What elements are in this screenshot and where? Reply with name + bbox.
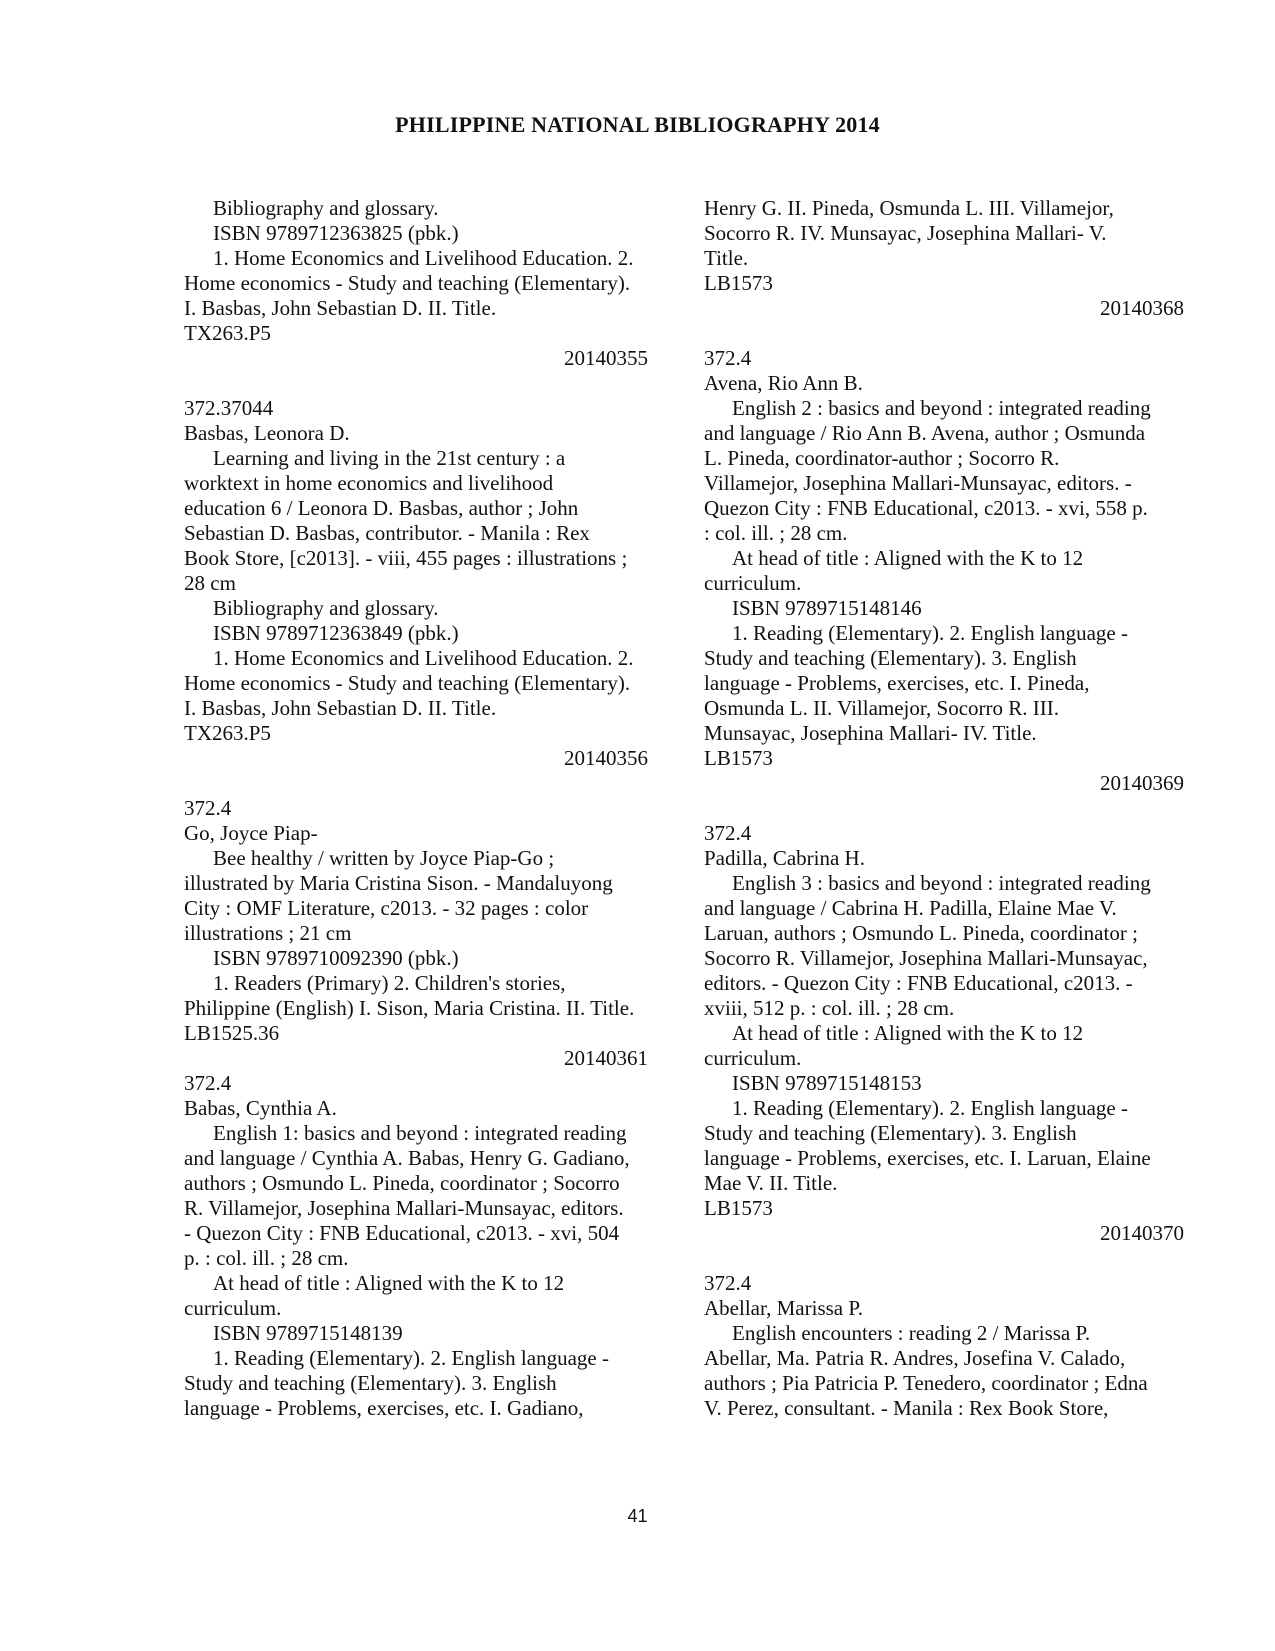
entry-line: editors. - Quezon City : FNB Educational, c2013. - bbox=[704, 971, 1133, 995]
left-column bbox=[184, 196, 652, 1421]
entry-spacer bbox=[704, 1246, 1188, 1271]
entry-line: V. Perez, consultant. - Manila : Rex Book Store, bbox=[704, 1396, 1109, 1420]
entry-line: Socorro R. Villamejor, Josephina Mallari-Munsayac, bbox=[704, 946, 1148, 970]
entry-line: R. Villamejor, Josephina Mallari-Munsayac, editors. bbox=[184, 1196, 624, 1220]
entry-line: curriculum. bbox=[184, 1296, 282, 1320]
entry-line: L. Pineda, coordinator-author ; Socorro R. bbox=[704, 446, 1060, 470]
entry-line: - Quezon City : FNB Educational, c2013. - xvi, 504 bbox=[184, 1221, 620, 1245]
entry-line: 372.4 bbox=[704, 1271, 752, 1295]
accession-number: 20140361 bbox=[564, 1046, 648, 1070]
entry-spacer bbox=[184, 371, 652, 396]
entry-line: and language / Rio Ann B. Avena, author ; Osmunda bbox=[704, 421, 1146, 445]
entry-line: education 6 / Leonora D. Basbas, author ; John bbox=[184, 496, 579, 520]
entry-line: Title. bbox=[704, 246, 749, 270]
entry-line: Henry G. II. Pineda, Osmunda L. III. Villamejor, bbox=[704, 196, 1114, 220]
entry-spacer bbox=[704, 321, 1188, 346]
accession-number: 20140356 bbox=[564, 746, 648, 770]
entry-line: Abellar, Marissa P. bbox=[704, 1296, 863, 1320]
entry-line: ISBN 9789710092390 (pbk.) bbox=[213, 946, 459, 970]
entry-line: At head of title : Aligned with the K to 12 bbox=[732, 1021, 1084, 1045]
accession-number: 20140369 bbox=[1100, 771, 1184, 795]
entry-line: ISBN 9789715148139 bbox=[213, 1321, 403, 1345]
entry-line: Padilla, Cabrina H. bbox=[704, 846, 865, 870]
entry-line: Laruan, authors ; Osmundo L. Pineda, coordinator ; bbox=[704, 921, 1138, 945]
entry-spacer bbox=[704, 796, 1188, 821]
entry-line: Learning and living in the 21st century : a bbox=[213, 446, 566, 470]
entry-line: p. : col. ill. ; 28 cm. bbox=[184, 1246, 349, 1270]
entry-line: Sebastian D. Basbas, contributor. - Manila : Rex bbox=[184, 521, 590, 545]
entry-line: ISBN 9789715148153 bbox=[732, 1071, 922, 1095]
entry-line: English 1: basics and beyond : integrated reading bbox=[213, 1121, 627, 1145]
entry-line: language - Problems, exercises, etc. I. Pineda, bbox=[704, 671, 1090, 695]
entry-line: ISBN 9789712363849 (pbk.) bbox=[213, 621, 459, 645]
entry-line: English encounters : reading 2 / Marissa P. bbox=[732, 1321, 1091, 1345]
entry-line: Philippine (English) I. Sison, Maria Cristina. II. Title. bbox=[184, 996, 635, 1020]
entry-line: TX263.P5 bbox=[184, 321, 271, 345]
entry-line: 1. Reading (Elementary). 2. English language - bbox=[732, 621, 1128, 645]
entry-line: ISBN 9789712363825 (pbk.) bbox=[213, 221, 459, 245]
entry-line: curriculum. bbox=[704, 571, 802, 595]
entry-line: At head of title : Aligned with the K to 12 bbox=[213, 1271, 565, 1295]
entry-line: 372.4 bbox=[704, 346, 752, 370]
entry-line: TX263.P5 bbox=[184, 721, 271, 745]
entry-spacer bbox=[184, 771, 652, 796]
entry-line: Book Store, [c2013]. - viii, 455 pages : illustrations ; bbox=[184, 546, 628, 570]
entry-line: Villamejor, Josephina Mallari-Munsayac, editors. - bbox=[704, 471, 1132, 495]
entry-line: LB1573 bbox=[704, 1196, 773, 1220]
entry-line: Basbas, Leonora D. bbox=[184, 421, 350, 445]
entry-line: At head of title : Aligned with the K to 12 bbox=[732, 546, 1084, 570]
entry-line: Home economics - Study and teaching (Elementary). bbox=[184, 271, 631, 295]
entry-line: authors ; Pia Patricia P. Tenedero, coordinator ; Edna bbox=[704, 1371, 1148, 1395]
entry-line: 1. Readers (Primary) 2. Children's stories, bbox=[213, 971, 566, 995]
entry-line: Osmunda L. II. Villamejor, Socorro R. III. bbox=[704, 696, 1060, 720]
entry-line: language - Problems, exercises, etc. I. Gadiano, bbox=[184, 1396, 584, 1420]
entry-line: worktext in home economics and livelihood bbox=[184, 471, 554, 495]
entry-line: Munsayac, Josephina Mallari- IV. Title. bbox=[704, 721, 1037, 745]
entry-line: 1. Reading (Elementary). 2. English language - bbox=[732, 1096, 1128, 1120]
entry-line: illustrated by Maria Cristina Sison. - Mandaluyong bbox=[184, 871, 613, 895]
right-column bbox=[704, 196, 1188, 1421]
page-number: 41 bbox=[627, 1506, 648, 1526]
entry-line: 1. Home Economics and Livelihood Education. 2. bbox=[213, 246, 634, 270]
entry-line: and language / Cynthia A. Babas, Henry G. Gadiano, bbox=[184, 1146, 630, 1170]
accession-number: 20140368 bbox=[1100, 296, 1184, 320]
entry-line: Babas, Cynthia A. bbox=[184, 1096, 337, 1120]
entry-line: 372.37044 bbox=[184, 396, 274, 420]
entry-line: Study and teaching (Elementary). 3. English bbox=[704, 1121, 1077, 1145]
entry-line: and language / Cabrina H. Padilla, Elaine Mae V. bbox=[704, 896, 1117, 920]
entry-line: Go, Joyce Piap- bbox=[184, 821, 318, 845]
entry-line: LB1525.36 bbox=[184, 1021, 280, 1045]
entry-line: LB1573 bbox=[704, 271, 773, 295]
entry-line: 372.4 bbox=[184, 1071, 232, 1095]
accession-number: 20140355 bbox=[564, 346, 648, 370]
entry-line: ISBN 9789715148146 bbox=[732, 596, 922, 620]
entry-line: City : OMF Literature, c2013. - 32 pages : color bbox=[184, 896, 589, 920]
page-title: PHILIPPINE NATIONAL BIBLIOGRAPHY 2014 bbox=[395, 112, 880, 137]
entry-line: I. Basbas, John Sebastian D. II. Title. bbox=[184, 696, 497, 720]
entry-line: illustrations ; 21 cm bbox=[184, 921, 352, 945]
entry-line: Bibliography and glossary. bbox=[213, 196, 439, 220]
entry-line: English 2 : basics and beyond : integrated reading bbox=[732, 396, 1151, 420]
entry-line: LB1573 bbox=[704, 746, 773, 770]
entry-line: 28 cm bbox=[184, 571, 236, 595]
entry-line: authors ; Osmundo L. Pineda, coordinator ; Socorro bbox=[184, 1171, 620, 1195]
accession-number: 20140370 bbox=[1100, 1221, 1184, 1245]
entry-line: 372.4 bbox=[704, 821, 752, 845]
entry-line: 1. Home Economics and Livelihood Education. 2. bbox=[213, 646, 634, 670]
entry-line: Study and teaching (Elementary). 3. English bbox=[704, 646, 1077, 670]
entry-line: English 3 : basics and beyond : integrated reading bbox=[732, 871, 1151, 895]
entry-line: xviii, 512 p. : col. ill. ; 28 cm. bbox=[704, 996, 955, 1020]
entry-line: 372.4 bbox=[184, 796, 232, 820]
entry-line: 1. Reading (Elementary). 2. English language - bbox=[213, 1346, 609, 1370]
entry-line: I. Basbas, John Sebastian D. II. Title. bbox=[184, 296, 497, 320]
entry-line: Abellar, Ma. Patria R. Andres, Josefina V. Calado, bbox=[704, 1346, 1126, 1370]
entry-line: language - Problems, exercises, etc. I. Laruan, Elaine bbox=[704, 1146, 1151, 1170]
entry-line: Socorro R. IV. Munsayac, Josephina Mallari- V. bbox=[704, 221, 1107, 245]
entry-line: Bee healthy / written by Joyce Piap-Go ; bbox=[213, 846, 555, 870]
entry-line: curriculum. bbox=[704, 1046, 802, 1070]
entry-line: Home economics - Study and teaching (Elementary). bbox=[184, 671, 631, 695]
entry-line: Quezon City : FNB Educational, c2013. - xvi, 558 p. bbox=[704, 496, 1148, 520]
entry-line: Study and teaching (Elementary). 3. English bbox=[184, 1371, 557, 1395]
entry-line: Bibliography and glossary. bbox=[213, 596, 439, 620]
entry-line: : col. ill. ; 28 cm. bbox=[704, 521, 848, 545]
entry-line: Mae V. II. Title. bbox=[704, 1171, 838, 1195]
entry-line: Avena, Rio Ann B. bbox=[704, 371, 863, 395]
